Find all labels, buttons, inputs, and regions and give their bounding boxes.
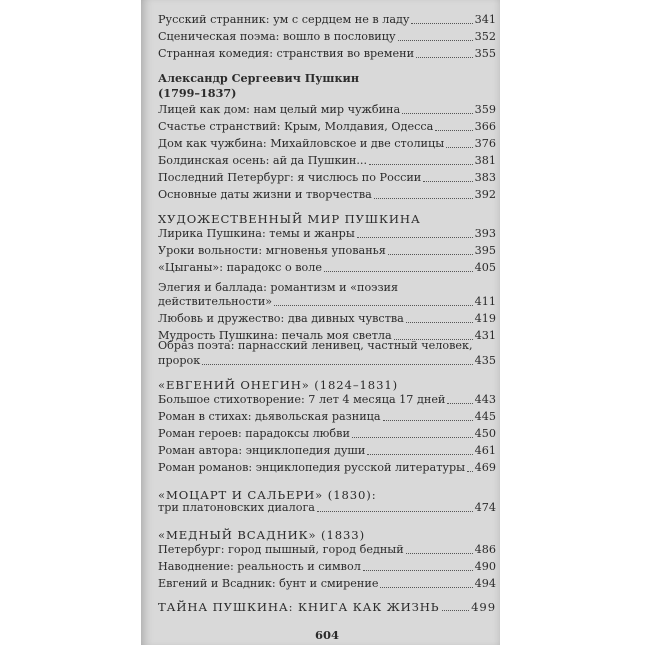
toc-entry — [158, 259, 496, 275]
toc-entry-page: 435 — [474, 354, 496, 367]
toc-entry-page: 341 — [474, 13, 496, 26]
toc-entry — [158, 391, 496, 407]
toc-entry — [158, 310, 496, 326]
toc-entry — [158, 541, 496, 557]
toc-entry-page: 474 — [474, 501, 496, 514]
toc-entry — [158, 186, 496, 202]
toc-entry — [158, 45, 496, 61]
leader-dots — [274, 304, 473, 306]
leader-dots — [406, 321, 473, 323]
toc-entry-title: Евгений и Всадник: бунт и смирение — [158, 577, 379, 590]
leader-dots — [435, 129, 472, 131]
toc-entry-title: Роман героев: парадоксы любви — [158, 427, 350, 440]
toc-entry — [158, 558, 496, 574]
toc-entry — [158, 499, 496, 515]
toc-entry — [158, 242, 496, 258]
toc-entry-title: Дом как чужбина: Михайловское и две столицы — [158, 137, 445, 150]
toc-entry-title: Основные даты жизни и творчества — [158, 188, 372, 201]
toc-entry-title: три платоновских диалога — [158, 501, 315, 514]
leader-dots — [402, 112, 472, 114]
toc-entry-title: Русский странник: ум с сердцем не в ладу — [158, 13, 410, 26]
leader-dots — [380, 586, 472, 588]
leader-dots — [411, 22, 472, 24]
leader-dots — [423, 180, 472, 182]
section-heading: «ЕВГЕНИЙ ОНЕГИН» (1824–1831) — [158, 378, 399, 392]
toc-entry-title: действительности» — [158, 295, 273, 308]
toc-entry-page: 486 — [474, 543, 496, 556]
toc-entry-title: Странная комедия: странствия во времени — [158, 47, 415, 60]
toc-entry-title: «Цыганы»: парадокс о воле — [158, 261, 323, 274]
toc-entry-title: Роман в стихах: дьявольская разница — [158, 410, 381, 423]
leader-dots — [442, 609, 470, 611]
toc-entry-page: 392 — [474, 188, 496, 201]
toc-entry-title: пророк — [158, 354, 201, 367]
leader-dots — [416, 56, 473, 58]
leader-dots — [388, 253, 473, 255]
toc-entry — [158, 459, 496, 475]
toc-entry-title: Наводнение: реальность и символ — [158, 560, 361, 573]
section-heading: «МЕДНЫЙ ВСАДНИК» (1833) — [158, 528, 365, 542]
toc-entry-page: 366 — [474, 120, 496, 133]
section-heading: «МОЦАРТ И САЛЬЕРИ» (1830): — [158, 488, 377, 502]
toc-entry-page: 376 — [474, 137, 496, 150]
toc-entry-page: 381 — [474, 154, 496, 167]
author-name: Александр Сергеевич Пушкин — [158, 71, 360, 85]
toc-entry — [158, 225, 496, 241]
leader-dots — [202, 363, 472, 365]
toc-entry-page: 383 — [474, 171, 496, 184]
toc-entry-title: Роман романов: энциклопедия русской литературы — [158, 461, 466, 474]
toc-entry — [158, 425, 496, 441]
toc-entry-title: Сценическая поэма: вошло в пословицу — [158, 30, 396, 43]
toc-entry-title: Роман автора: энциклопедия души — [158, 444, 366, 457]
toc-entry — [158, 135, 496, 151]
toc-entry-page: 494 — [474, 577, 496, 590]
toc-entry-title: Мудрость Пушкина: печаль моя светла — [158, 329, 392, 342]
toc-entry-page: 352 — [474, 30, 496, 43]
toc-entry-page: 445 — [474, 410, 496, 423]
leader-dots — [447, 402, 472, 404]
leader-dots — [357, 236, 473, 238]
toc-entry — [158, 28, 496, 44]
leader-dots — [363, 569, 473, 571]
toc-entry-page: 359 — [474, 103, 496, 116]
toc-entry-page: 395 — [474, 244, 496, 257]
toc-entry-title: Счастье странствий: Крым, Молдавия, Одесса — [158, 120, 434, 133]
leader-dots — [406, 552, 473, 554]
table-of-contents — [158, 0, 496, 645]
toc-entry-page: 411 — [474, 295, 496, 308]
toc-entry-page: 490 — [474, 560, 496, 573]
toc-entry — [158, 575, 496, 591]
leader-dots — [398, 39, 473, 41]
leader-dots — [317, 510, 473, 512]
toc-entry-title: Петербург: город пышный, город бедный — [158, 543, 404, 556]
toc-entry — [158, 169, 496, 185]
leader-dots — [374, 197, 473, 199]
toc-entry-page: 405 — [474, 261, 496, 274]
toc-entry — [158, 293, 496, 309]
leader-dots — [369, 163, 473, 165]
toc-entry-title: Лирика Пушкина: темы и жанры — [158, 227, 355, 240]
leader-dots — [352, 436, 473, 438]
leader-dots — [324, 270, 473, 272]
toc-entry — [158, 442, 496, 458]
toc-entry-title: Лицей как дом: нам целый мир чужбина — [158, 103, 401, 116]
toc-entry-page: 431 — [474, 329, 496, 342]
page-number: 604 — [314, 628, 339, 642]
toc-entry-page: 443 — [474, 393, 496, 406]
toc-entry-title: Уроки вольности: мгновенья упованья — [158, 244, 386, 257]
toc-entry — [158, 152, 496, 168]
toc-entry-page: 461 — [474, 444, 496, 457]
toc-entry — [158, 11, 496, 27]
toc-entry — [158, 101, 496, 117]
toc-entry-page: 393 — [474, 227, 496, 240]
toc-entry-page: 499 — [471, 600, 496, 614]
toc-entry-title: Болдинская осень: ай да Пушкин... — [158, 154, 368, 167]
section-heading: ХУДОЖЕСТВЕННЫЙ МИР ПУШКИНА — [158, 212, 421, 226]
toc-entry-title: ТАЙНА ПУШКИНА: КНИГА КАК ЖИЗНЬ — [158, 600, 440, 614]
leader-dots — [383, 419, 473, 421]
toc-entry-title: Последний Петербург: я числюсь по России — [158, 171, 422, 184]
toc-entry-title-line: Элегия и баллада: романтизм и «поэзия — [158, 281, 399, 294]
toc-entry-page: 450 — [474, 427, 496, 440]
toc-entry-title: Любовь и дружество: два дивных чувства — [158, 312, 404, 325]
leader-dots — [467, 470, 473, 472]
toc-entry-title: Большое стихотворение: 7 лет 4 месяца 17 дней — [158, 393, 446, 406]
toc-entry-page: 469 — [474, 461, 496, 474]
leader-dots — [367, 453, 472, 455]
toc-entry — [158, 408, 496, 424]
toc-entry — [158, 118, 496, 134]
toc-entry-title-line: Образ поэта: парнасский ленивец, частный человек, — [158, 339, 473, 352]
leader-dots — [446, 146, 473, 148]
author-years: (1799–1837) — [158, 86, 237, 100]
toc-entry — [158, 352, 496, 368]
toc-entry-page: 419 — [474, 312, 496, 325]
toc-entry — [158, 598, 496, 614]
toc-entry-page: 355 — [474, 47, 496, 60]
